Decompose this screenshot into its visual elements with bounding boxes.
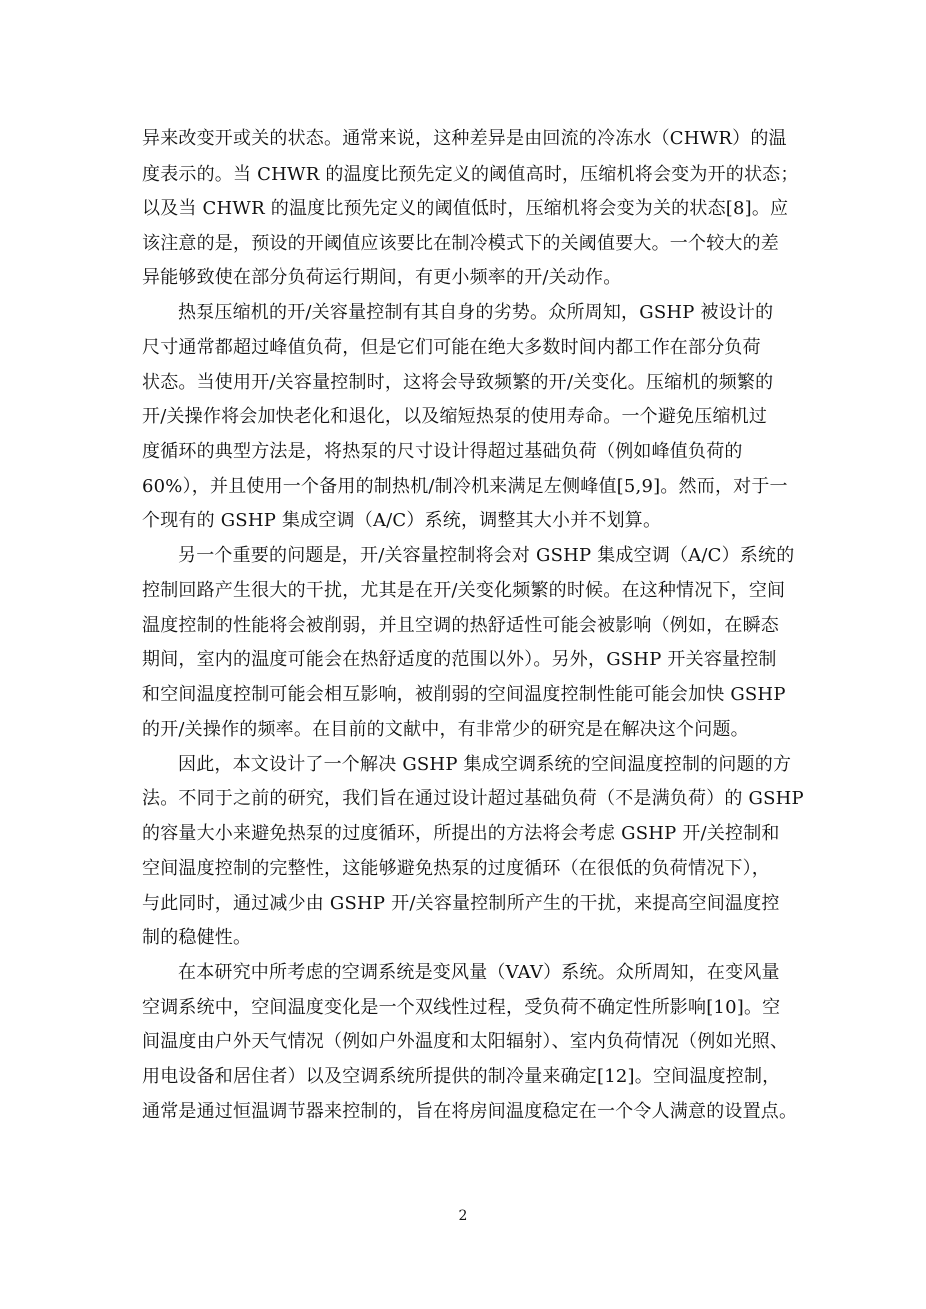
text-line: 异来改变开或关的状态。通常来说，这种差异是由回流的冷冻水（CHWR）的温 (142, 128, 787, 149)
text-line: 期间，室内的温度可能会在热舒适度的范围以外）。另外，GSHP 开关容量控制 (142, 649, 777, 670)
text-line: 度表示的。当 CHWR 的温度比预先定义的阈值高时，压缩机将会变为开的状态； (142, 164, 799, 185)
text-line: 通常是通过恒温调节器来控制的，旨在将房间温度稳定在一个令人满意的设置点。 (142, 1101, 798, 1122)
text-line: 该注意的是，预设的开阈值应该要比在制冷模式下的关阈值要大。一个较大的差 (142, 233, 779, 254)
text-line: 制的稳健性。 (142, 927, 252, 948)
text-line: 因此，本文设计了一个解决 GSHP 集成空调系统的空间温度控制的问题的方 (178, 754, 792, 775)
text-line: 尺寸通常都超过峰值负荷，但是它们可能在绝大多数时间内都工作在部分负荷 (142, 337, 761, 358)
text-line: 温度控制的性能将会被削弱，并且空调的热舒适性可能会被影响（例如，在瞬态 (142, 615, 779, 636)
text-line: 在本研究中所考虑的空调系统是变风量（VAV）系统。众所周知，在变风量 (178, 962, 780, 983)
text-line: 控制回路产生很大的干扰，尤其是在开/关变化频繁的时候。在这种情况下，空间 (142, 580, 786, 601)
text-line: 和空间温度控制可能会相互影响，被削弱的空间温度控制性能可能会加快 GSHP (142, 684, 786, 705)
text-line: 状态。当使用开/关容量控制时，这将会导致频繁的开/关变化。压缩机的频繁的 (142, 372, 774, 393)
text-line: 个现有的 GSHP 集成空调（A/C）系统，调整其大小并不划算。 (142, 510, 662, 531)
text-line: 开/关操作将会加快老化和退化，以及缩短热泵的使用寿命。一个避免压缩机过 (142, 406, 768, 427)
text-line: 间温度由户外天气情况（例如户外温度和太阳辐射）、室内负荷情况（例如光照、 (142, 1031, 789, 1052)
text-line: 空间温度控制的完整性，这能够避免热泵的过度循环（在很低的负荷情况下）， (142, 858, 770, 879)
text-line: 60%），并且使用一个备用的制热机/制冷机来满足左侧峰值[5,9]。然而，对于一 (142, 476, 788, 497)
page-number: 2 (458, 1208, 468, 1224)
text-line: 与此同时，通过减少由 GSHP 开/关容量控制所产生的干扰，来提高空间温度控 (142, 893, 780, 914)
text-line: 的开/关操作的频率。在目前的文献中，有非常少的研究是在解决这个问题。 (142, 719, 749, 740)
text-line: 度循环的典型方法是，将热泵的尺寸设计得超过基础负荷（例如峰值负荷的 (142, 441, 743, 462)
text-line: 异能够致使在部分负荷运行期间，有更小频率的开/关动作。 (142, 267, 622, 288)
text-line: 的容量大小来避免热泵的过度循环，所提出的方法将会考虑 GSHP 开/关控制和 (142, 823, 780, 844)
text-line: 用电设备和居住者）以及空调系统所提供的制冷量来确定[12]。空间温度控制， (142, 1066, 781, 1087)
text-line: 法。不同于之前的研究，我们旨在通过设计超过基础负荷（不是满负荷）的 GSHP (142, 788, 804, 809)
text-line: 以及当 CHWR 的温度比预先定义的阈值低时，压缩机将会变为关的状态[8]。应 (142, 198, 789, 219)
text-line: 另一个重要的问题是，开/关容量控制将会对 GSHP 集成空调（A/C）系统的 (178, 545, 795, 566)
text-line: 热泵压缩机的开/关容量控制有其自身的劣势。众所周知，GSHP 被设计的 (178, 302, 774, 323)
text-line: 空调系统中，空间温度变化是一个双线性过程，受负荷不确定性所影响[10]。空 (142, 997, 781, 1018)
